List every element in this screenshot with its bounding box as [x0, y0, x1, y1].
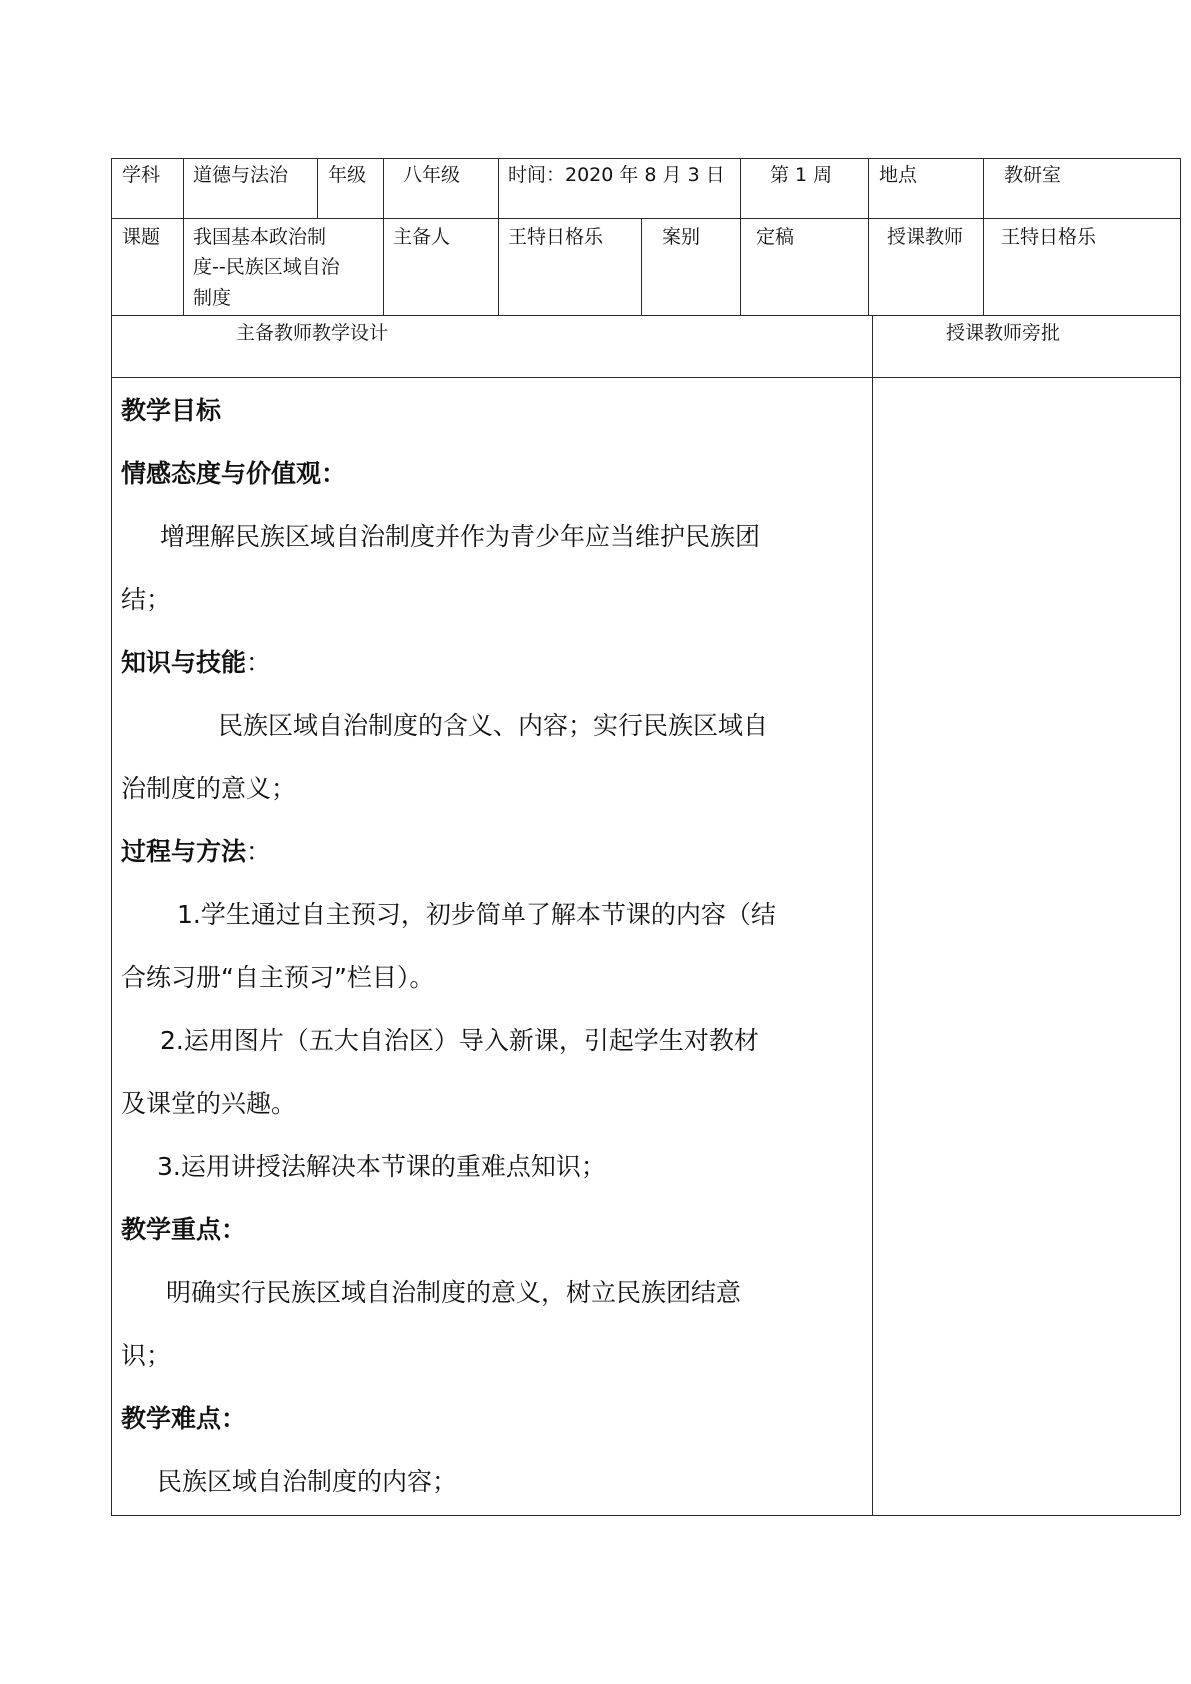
key-points-line-2: 识；: [121, 1341, 172, 1370]
location-value: 教研室: [1004, 164, 1062, 186]
preparer-label: 主备人: [393, 226, 451, 248]
table-border-right: [1180, 158, 1181, 1515]
table-border-bottom: [111, 1515, 1180, 1516]
preparer-value: 王特日格乐: [508, 226, 604, 248]
week-number: 第 1 周: [770, 164, 833, 186]
emotion-heading: 情感态度与价值观：: [121, 459, 347, 488]
process-item-3: 3.运用讲授法解决本节课的重难点知识；: [157, 1152, 606, 1181]
knowledge-heading: 知识与技能: [121, 648, 247, 677]
table-divider-row1: [111, 218, 1180, 219]
knowledge-line-2: 治制度的意义；: [121, 774, 297, 803]
row2-col-divider: [983, 158, 984, 315]
row1-col-divider: [183, 158, 184, 315]
table-border-top: [111, 158, 1180, 159]
key-points-heading: 教学重点：: [121, 1215, 247, 1244]
process-item-2-line-2: 及课堂的兴趣。: [121, 1089, 297, 1118]
lesson-date: 时间：2020 年 8 月 3 日: [508, 164, 725, 186]
emotion-line-2: 结；: [121, 585, 172, 614]
design-section-title: 主备教师教学设计: [236, 322, 389, 344]
difficulty-line: 民族区域自治制度的内容；: [157, 1467, 458, 1496]
row1-col-divider: [383, 158, 384, 315]
location-label: 地点: [879, 164, 918, 186]
row1-col-divider: [317, 158, 318, 218]
process-item-2-line-1: 2.运用图片（五大自治区）导入新课，引起学生对教材: [160, 1026, 759, 1055]
teacher-value: 王特日格乐: [1001, 226, 1097, 248]
row2-col-divider: [641, 218, 642, 315]
teaching-goals-heading: 教学目标: [121, 396, 222, 425]
row2-col-divider: [868, 218, 869, 315]
case-value: 定稿: [756, 226, 795, 248]
process-item-1-line-1: 1.学生通过自主预习，初步简单了解本节课的内容（结: [177, 900, 776, 929]
topic-label: 课题: [122, 226, 161, 248]
row1-col-divider: [868, 158, 869, 218]
process-item-1-line-2: 合练习册“自主预习”栏目）。: [121, 963, 435, 992]
table-divider-row3: [111, 377, 1180, 378]
knowledge-colon: ：: [246, 648, 272, 677]
knowledge-heading-row: [121, 645, 271, 681]
topic-line-1: 我国基本政治制: [193, 226, 327, 248]
emotion-line-1: 增理解民族区域自治制度并作为青少年应当维护民族团: [160, 522, 761, 551]
table-border-left: [111, 158, 112, 1515]
grade-label: 年级: [328, 164, 367, 186]
topic-line-2: 度--民族区域自治: [193, 256, 340, 278]
subject-label: 学科: [122, 164, 161, 186]
grade-value: 八年级: [403, 164, 461, 186]
subject-value: 道德与法治: [193, 164, 289, 186]
process-heading-row: [121, 834, 271, 870]
key-points-line-1: 明确实行民族区域自治制度的意义，树立民族团结意: [166, 1278, 742, 1307]
topic-line-3: 制度: [193, 287, 232, 309]
table-divider-row2: [111, 315, 1180, 316]
notes-column-divider: [872, 315, 873, 1515]
row1-col-divider: [740, 158, 741, 315]
process-colon: ：: [246, 837, 272, 866]
difficulty-heading: 教学难点：: [121, 1404, 247, 1433]
case-label: 案别: [662, 226, 701, 248]
knowledge-line-1: 民族区域自治制度的含义、内容；实行民族区域自: [218, 711, 769, 740]
notes-section-title: 授课教师旁批: [946, 322, 1061, 344]
teacher-label: 授课教师: [887, 226, 964, 248]
row1-col-divider: [498, 158, 499, 315]
process-heading: 过程与方法: [121, 837, 247, 866]
